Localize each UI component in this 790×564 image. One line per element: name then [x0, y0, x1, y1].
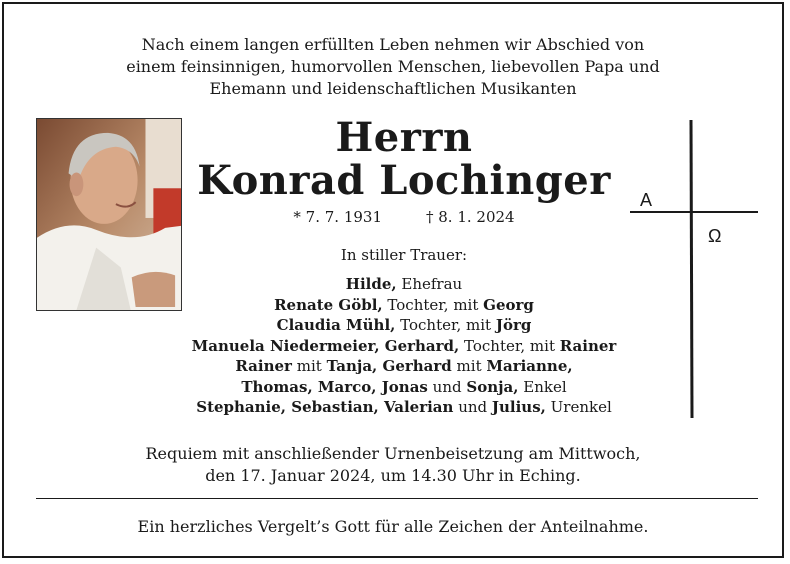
mourner-relation: Tochter, mit	[395, 316, 496, 334]
mourner-name: Hilde,	[345, 275, 397, 293]
mourner-name: Thomas, Marco, Jonas	[241, 377, 428, 396]
mourner-name: Claudia Mühl,	[276, 316, 396, 334]
mourner-relation: mit	[291, 357, 327, 375]
mourner-name: Tanja, Gerhard	[326, 357, 452, 375]
mourner-line	[104, 397, 704, 418]
mourner-line	[104, 336, 704, 357]
death-date: † 8. 1. 2024	[426, 208, 515, 226]
mourner-name: Jörg	[495, 316, 532, 334]
intro-line: Nach einem langen erfüllten Leben nehmen wir Abschied von	[141, 35, 645, 54]
mourner-relation: mit	[451, 357, 487, 375]
divider	[36, 498, 758, 499]
deceased-name: Konrad Lochinger	[197, 157, 611, 204]
intro-line: einem feinsinnigen, humorvollen Menschen, liebevollen Papa und	[126, 57, 660, 76]
mourner-relation: Ehefrau	[396, 275, 463, 293]
mourner-name: Renate Göbl,	[274, 295, 383, 314]
birth-date: * 7. 7. 1931	[293, 208, 382, 226]
intro-text	[4, 34, 782, 100]
obituary-frame	[2, 2, 784, 558]
intro-line: Ehemann und leidenschaftlichen Musikanten	[209, 79, 577, 98]
mourner-relation: Tochter, mit	[382, 295, 484, 314]
mourner-line	[104, 377, 704, 398]
thanks-line: Ein herzliches Vergelt’s Gott für alle Zeichen der Anteilnahme.	[137, 517, 649, 536]
requiem-line: Requiem mit anschließender Urnenbeisetzung am Mittwoch,	[145, 444, 641, 463]
mourner-line	[104, 356, 704, 377]
life-dates	[154, 208, 654, 226]
mourner-line	[104, 295, 704, 316]
salutation: Herrn	[335, 114, 473, 161]
mourner-relation: und	[453, 398, 492, 416]
mourner-name: Marianne,	[486, 357, 573, 375]
requiem-line: den 17. Januar 2024, um 14.30 Uhr in Eching.	[205, 466, 581, 485]
mourner-relation: und	[427, 377, 467, 396]
mourners-list	[104, 274, 704, 418]
mourner-line	[104, 274, 704, 295]
mourner-relation: Urenkel	[545, 398, 612, 416]
omega-symbol: Ω	[708, 226, 722, 246]
mourner-name: Rainer	[559, 336, 617, 355]
mourner-line	[104, 315, 704, 336]
mourner-relation: Enkel	[518, 377, 567, 396]
mourner-relation: Tochter, mit	[459, 336, 560, 355]
mourner-name: Julius,	[491, 398, 546, 416]
mourner-name: Rainer	[235, 357, 292, 375]
mourner-name: Georg	[483, 295, 534, 314]
mourner-name: Stephanie, Sebastian, Valerian	[196, 398, 454, 416]
mourner-name: Manuela Niedermeier, Gerhard,	[191, 336, 460, 355]
requiem-notice	[4, 443, 782, 487]
mourning-heading: In stiller Trauer:	[340, 246, 468, 264]
alpha-symbol: A	[640, 190, 653, 210]
mourner-name: Sonja,	[466, 377, 519, 396]
